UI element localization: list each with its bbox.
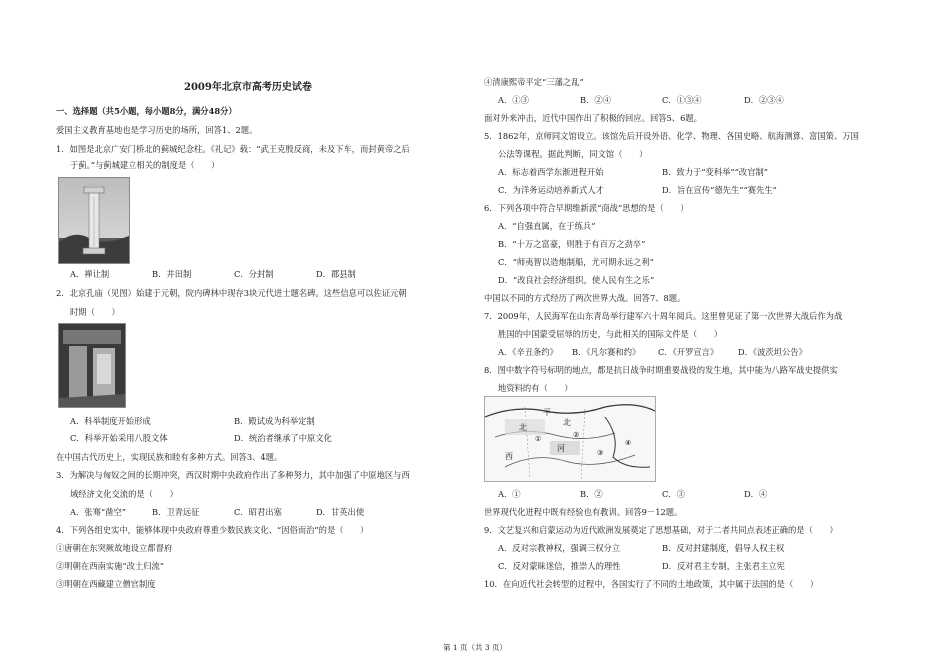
map-label: 平 [543, 408, 551, 417]
intro-q3-4: 在中国古代历史上，实现民族和睦有多种方式。回答3、4题。 [56, 452, 283, 462]
q4-item-1: ①唐朝在东突厥故地设立都督府 [56, 543, 173, 553]
q8-line1: 8．图中数字符号标明的地点，都是抗日战争时期重要战役的发生地，其中能为八路军战史提供实 [484, 365, 838, 375]
q7-option-a: A．《辛丑条约》 [498, 347, 558, 357]
q7-line1: 7．2009年，人民海军在山东青岛举行建军六十周年阅兵。这里曾见证了第一次世界大战后作为战 [484, 311, 843, 321]
q8-option-b: B．② [580, 489, 603, 499]
map-label: 河 [557, 444, 565, 453]
memorial-column-photo [58, 177, 130, 264]
map-label: 北 [519, 423, 527, 432]
q7-option-d: D．《波茨坦公告》 [738, 347, 807, 357]
intro-q9-12: 世界现代化进程中既有经验也有教训。回答9－12题。 [484, 507, 683, 517]
q4-item-2: ②明朝在西南实施“改土归流” [56, 561, 165, 571]
q6-option-a: A．“自强直属，在于练兵” [498, 221, 596, 231]
q1-option-c: C．分封制 [234, 269, 274, 279]
q2-option-d: D．统治者继承了中原文化 [234, 433, 332, 443]
q7-option-c: C．《开罗宣言》 [658, 347, 719, 357]
q3-option-c: C．昭君出塞 [234, 507, 282, 517]
q7-option-b: B．《凡尔赛和约》 [572, 347, 641, 357]
q8-option-d: D．④ [744, 489, 768, 499]
q4-option-c: C．①③④ [662, 95, 702, 105]
q6-line1: 6．下列各项中符合早期维新派“商战”思想的是（ ） [484, 203, 689, 213]
q6-option-d: D．“改良社会经济组织，使人民有生之乐” [498, 275, 655, 285]
q5-option-b: B．致力于“变科举”“改官制” [662, 167, 769, 177]
map-marker-3: ③ [597, 449, 604, 457]
q6-option-b: B．“十万之富豪，则胜于有百万之劲卒” [498, 239, 646, 249]
map-marker-4: ④ [625, 439, 632, 447]
q3-option-a: A．张骞“凿空” [70, 507, 126, 517]
q4-line1: 4．下列各组史实中，能够体现中央政府尊重少数民族文化、“因俗而治”的是（ ） [56, 525, 369, 535]
q1-line1: 1．如图是北京广安门桥北的蓟城纪念柱。《礼记》载：“武王克殷反商，未及下车，而封黄帝之后 [56, 144, 410, 154]
q5-line2: 公法等课程。据此判断，同文馆（ ） [498, 149, 648, 159]
q2-option-a: A．科举制度开始形成 [70, 416, 151, 426]
q4-option-a: A．①③ [498, 95, 529, 105]
q1-option-a: A．禅让制 [70, 269, 110, 279]
intro-q7-8: 中国以不同的方式经历了两次世界大战。回答7、8题。 [484, 293, 686, 303]
q9-option-c: C．反对蒙昧迷信，推崇人的理性 [498, 561, 621, 571]
page-footer: 第 1 页（共 3 页） [442, 643, 508, 652]
q5-option-c: C．为洋务运动培养新式人才 [498, 185, 604, 195]
intro-q1-2: 爱国主义教育基地也是学习历史的场所，回答1、2题。 [56, 125, 258, 135]
q9-option-a: A．反对宗教神权，强调三权分立 [498, 543, 621, 553]
map-marker-2: ② [573, 431, 580, 439]
page-title: 2009年北京市高考历史试卷 [184, 82, 312, 93]
map-marker-1: ① [535, 435, 542, 443]
q7-line2: 胜国的中国蒙受屈辱的历史，与此相关的国际文件是（ ） [498, 329, 723, 339]
q1-option-d: D．郡县制 [316, 269, 356, 279]
q3-line2: 域经济文化交流的是（ ） [70, 489, 178, 499]
q3-option-d: D．甘英出使 [316, 507, 365, 517]
q4-option-d: D．②③④ [744, 95, 784, 105]
q6-option-c: C．“师夷智以造炮制船，尤可期永远之利” [498, 257, 654, 267]
q2-line2: 时期（ ） [70, 307, 120, 317]
section-heading: 一、选择题（共5小题，每小题8分，满分48分） [56, 106, 237, 116]
q10-line1: 10．在向近代社会转型的过程中，各国实行了不同的土地政策，其中属于法国的是（ ） [484, 579, 819, 589]
q9-option-b: B．反对封建制度，倡导人权主权 [662, 543, 785, 553]
q5-option-d: D．旨在宣传“德先生”“赛先生” [662, 185, 777, 195]
q8-line2: 地资料的有（ ） [498, 383, 573, 393]
confucius-temple-photo [58, 323, 126, 408]
q2-line1: 2．北京孔庙（见图）始建于元朝，院内碑林中现存3块元代进士题名碑。这些信息可以佐证元朝 [56, 288, 407, 298]
q5-option-a: A．标志着西学东渐进程开始 [498, 167, 604, 177]
anti-japanese-war-map [484, 396, 656, 482]
q9-line1: 9．文艺复兴和启蒙运动为近代欧洲发展奠定了思想基础，对于二者共同点表述正确的是（ ） [484, 525, 838, 535]
map-label: 北 [563, 418, 571, 427]
q1-line2: 于蓟。”与蓟城建立相关的制度是（ ） [70, 160, 220, 170]
q2-option-c: C．科举开始采用八股文体 [70, 433, 168, 443]
q3-option-b: B．卫青远征 [152, 507, 200, 517]
intro-q5-6: 面对外来冲击，近代中国作出了积极的回应。回答5、6题。 [484, 113, 702, 123]
q9-option-d: D．反对君主专制，主张君主立宪 [662, 561, 785, 571]
q3-line1: 3．为解决与匈奴之间的长期冲突，西汉时期中央政府作出了多种努力，其中加强了中原地区与西 [56, 470, 410, 480]
q4-item-4: ④清康熙帝平定“三藩之乱” [484, 77, 584, 87]
map-label: 西 [505, 452, 513, 461]
q8-option-c: C．③ [662, 489, 685, 499]
q8-option-a: A．① [498, 489, 521, 499]
q1-option-b: B．井田制 [152, 269, 192, 279]
q2-option-b: B．殿试成为科举定制 [234, 416, 315, 426]
q4-option-b: B．②④ [580, 95, 611, 105]
q5-line1: 5．1862年，京师同文馆设立。该馆先后开设外语、化学、物理、各国史略、航海测算、富国策、万国 [484, 131, 859, 141]
q4-item-3: ③明朝在西藏建立僧官制度 [56, 579, 156, 589]
